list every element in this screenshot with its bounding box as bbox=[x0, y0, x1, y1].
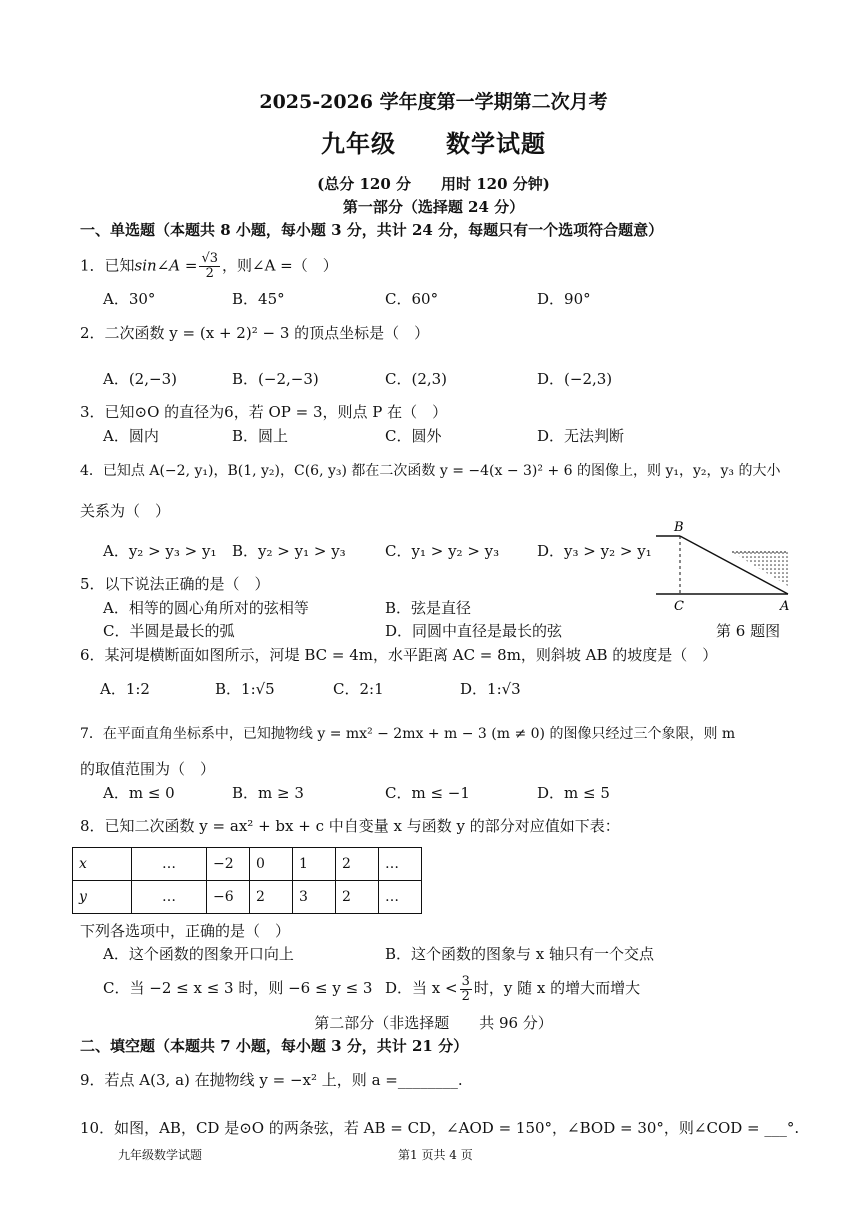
value-table bbox=[72, 847, 422, 914]
footer-subject: 九年级数学试题 bbox=[118, 1148, 203, 1162]
question-9: 9．若点 A(3, a) 在抛物线 y = −x² 上，则 a =________. bbox=[80, 1071, 463, 1089]
section2-heading: 二、填空题（本题共 7 小题，每小题 3 分，共计 21 分） bbox=[80, 1037, 469, 1055]
question-7-cont: 的取值范围为（ ） bbox=[80, 760, 216, 778]
figure-6-caption: 第 6 题图 bbox=[716, 622, 781, 640]
table-cell: 2 bbox=[336, 848, 379, 881]
question-6: 6．某河堤横断面如图所示，河堤 BC = 4m，水平距离 AC = 8m，则斜坡 AB 的坡度是（ ） bbox=[80, 646, 718, 664]
question-7: 7．在平面直角坐标系中，已知抛物线 y = mx² − 2mx + m − 3 (m ≠ 0) 的图像只经过三个象限，则 m bbox=[80, 726, 736, 742]
q1-option-b[interactable]: B．45° bbox=[232, 290, 285, 308]
q3-option-b[interactable]: B．圆上 bbox=[232, 427, 289, 445]
q2-option-c[interactable]: C．(2,3) bbox=[385, 370, 448, 388]
q4-option-c[interactable]: C．y₁ > y₂ > y₃ bbox=[385, 542, 500, 560]
question-10: 10．如图，AB，CD 是⊙O 的两条弦，若 AB = CD，∠AOD = 150°，∠BOD = 30°，则∠COD = ___°. bbox=[80, 1119, 800, 1137]
exam-subject: 九年级 数学试题 bbox=[321, 129, 546, 158]
question-3: 3．已知⊙O 的直径为6，若 OP = 3，则点 P 在（ ） bbox=[80, 403, 448, 421]
q3-option-a[interactable]: A．圆内 bbox=[103, 427, 159, 445]
q5-option-a[interactable]: A．相等的圆心角所对的弦相等 bbox=[103, 599, 309, 617]
q4-option-a[interactable]: A．y₂ > y₃ > y₁ bbox=[103, 542, 217, 560]
q1-option-d[interactable]: D．90° bbox=[537, 290, 591, 308]
exam-title: 2025-2026 学年度第一学期第二次月考 bbox=[259, 91, 608, 113]
q2-option-d[interactable]: D．(−2,3) bbox=[537, 370, 613, 388]
q1-fraction bbox=[199, 252, 220, 281]
part2-heading: 第二部分（非选择题 共 96 分） bbox=[314, 1014, 553, 1032]
q8-option-d-post: 时，y 随 x 的增大而增大 bbox=[473, 979, 641, 997]
question-2: 2．二次函数 y = (x + 2)² − 3 的顶点坐标是（ ） bbox=[80, 324, 430, 342]
q7-option-b[interactable]: B．m ≥ 3 bbox=[232, 784, 304, 802]
q8-option-d[interactable] bbox=[385, 970, 640, 1006]
table-cell: y bbox=[73, 881, 132, 914]
label-c: C bbox=[674, 599, 684, 614]
q8-option-c[interactable]: C．当 −2 ≤ x ≤ 3 时，则 −6 ≤ y ≤ 3 bbox=[103, 979, 373, 997]
q7-option-a[interactable]: A．m ≤ 0 bbox=[103, 784, 175, 802]
table-cell: 2 bbox=[250, 881, 293, 914]
q8-option-d-pre: D．当 x < bbox=[385, 979, 458, 997]
question-4-cont: 关系为（ ） bbox=[80, 502, 171, 520]
q4-option-b[interactable]: B．y₂ > y₁ > y₃ bbox=[232, 542, 346, 560]
q2-option-a[interactable]: A．(2,−3) bbox=[103, 370, 177, 388]
q6-option-a[interactable]: A．1:2 bbox=[100, 680, 150, 698]
table-cell: … bbox=[379, 848, 422, 881]
table-cell: … bbox=[132, 848, 207, 881]
part1-heading: 第一部分（选择题 24 分） bbox=[342, 198, 525, 216]
label-a: A bbox=[780, 599, 790, 614]
q6-option-d[interactable]: D．1:√3 bbox=[460, 680, 521, 698]
q2-option-b[interactable]: B．(−2,−3) bbox=[232, 370, 319, 388]
q3-option-c[interactable]: C．圆外 bbox=[385, 427, 442, 445]
q3-option-d[interactable]: D．无法判断 bbox=[537, 427, 625, 445]
footer-page-number: 第1 页共 4 页 bbox=[398, 1148, 473, 1162]
q1-frac-den: 2 bbox=[205, 266, 214, 281]
q1-stem-post: ，则∠A =（ ） bbox=[222, 256, 338, 275]
label-b: B bbox=[674, 520, 684, 535]
section1-heading: 一、单选题（本题共 8 小题，每小题 3 分，共计 24 分，每题只有一个选项符合题意） bbox=[80, 221, 664, 239]
q5-option-b[interactable]: B．弦是直径 bbox=[385, 599, 472, 617]
table-cell: x bbox=[73, 848, 132, 881]
table-cell: 3 bbox=[293, 881, 336, 914]
q1-stem-math: sin∠A = bbox=[134, 256, 198, 275]
q6-option-c[interactable]: C．2:1 bbox=[333, 680, 384, 698]
q8-frac-num: 3 bbox=[461, 973, 470, 989]
q8-frac-den: 2 bbox=[461, 988, 470, 1004]
table-cell: 0 bbox=[250, 848, 293, 881]
table-row bbox=[73, 881, 422, 914]
q7-option-c[interactable]: C．m ≤ −1 bbox=[385, 784, 470, 802]
table-cell: −2 bbox=[207, 848, 250, 881]
question-5: 5．以下说法正确的是（ ） bbox=[80, 575, 270, 593]
table-cell: 2 bbox=[336, 881, 379, 914]
q5-option-d[interactable]: D．同圆中直径是最长的弦 bbox=[385, 622, 563, 640]
figure-6-diagram bbox=[650, 520, 850, 620]
q1-option-a[interactable]: A．30° bbox=[103, 290, 156, 308]
q6-option-b[interactable]: B．1:√5 bbox=[215, 680, 275, 698]
question-1 bbox=[80, 252, 338, 281]
q4-option-d[interactable]: D．y₃ > y₂ > y₁ bbox=[537, 542, 652, 560]
q1-frac-num: √3 bbox=[201, 251, 219, 266]
question-8: 8．已知二次函数 y = ax² + bx + c 中自变量 x 与函数 y 的部分对应值如下表： bbox=[80, 817, 620, 835]
q8-option-d-fraction bbox=[460, 975, 472, 1004]
question-4: 4．已知点 A(−2, y₁)，B(1, y₂)，C(6, y₃) 都在二次函数 y = −4(x − 3)² + 6 的图像上，则 y₁，y₂，y₃ 的大小 bbox=[80, 463, 781, 479]
table-cell: 1 bbox=[293, 848, 336, 881]
q1-stem-pre: 1．已知 bbox=[80, 256, 135, 275]
table-row bbox=[73, 848, 422, 881]
q8-option-a[interactable]: A．这个函数的图象开口向上 bbox=[103, 945, 294, 963]
q7-option-d[interactable]: D．m ≤ 5 bbox=[537, 784, 610, 802]
q8-option-b[interactable]: B．这个函数的图象与 x 轴只有一个交点 bbox=[385, 945, 655, 963]
exam-meta: (总分 120 分 用时 120 分钟) bbox=[317, 175, 550, 193]
q1-option-c[interactable]: C．60° bbox=[385, 290, 439, 308]
table-cell: … bbox=[379, 881, 422, 914]
q8-prompt: 下列各选项中，正确的是（ ） bbox=[80, 922, 291, 940]
table-cell: … bbox=[132, 881, 207, 914]
table-cell: −6 bbox=[207, 881, 250, 914]
q5-option-c[interactable]: C．半圆是最长的弧 bbox=[103, 622, 235, 640]
